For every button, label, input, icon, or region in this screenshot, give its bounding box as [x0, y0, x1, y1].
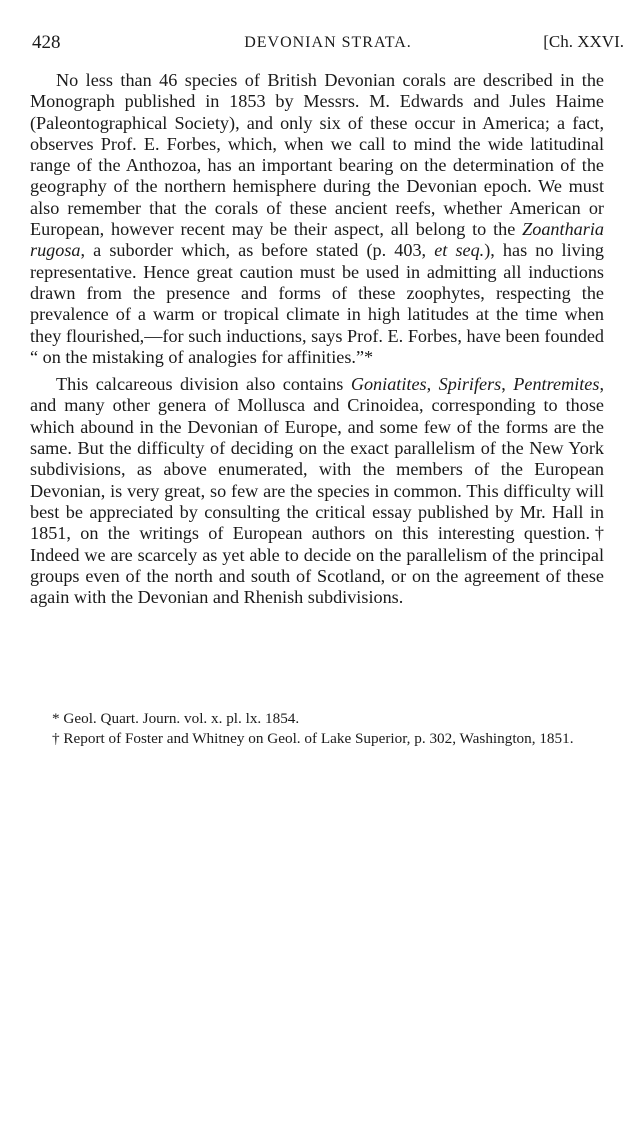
body-text [30, 70, 604, 614]
footnote-1: * Geol. Quart. Journ. vol. x. pl. lx. 1854. [52, 710, 300, 727]
italic-span: Goniatites [350, 374, 427, 395]
italic-span: Spirifers [438, 374, 502, 395]
text-span: , [426, 374, 439, 395]
italic-span: et seq. [434, 240, 485, 261]
chapter-label: [Ch. XXVI. [543, 32, 624, 51]
text-span: No less than 46 species of British Devonian corals are described in the Monograph published in 1853 by Messrs. M. Edwards and Jules Haime (Paleontographical Society), and only six of these occur in America; a fact, observes Prof. E. Forbes, which, when we call to mind the wide latitudinal range of the Anthozoa, has an important bearing on the determination of the geography of the northern hemisphere during the Devonian epoch. We must also remember that the corals of these ancient reefs, whether American or European, however recent may be their aspect, all belong to the [30, 70, 604, 240]
italic-span: Zoantharia rugosa [30, 219, 604, 261]
text-span: This calcareous division also contains [56, 374, 351, 395]
paragraph-2 [30, 374, 604, 608]
paragraph-1 [30, 70, 604, 368]
running-head: DEVONIAN STRATA. [244, 34, 412, 51]
footnotes [30, 710, 604, 750]
italic-span: Pentremites [513, 374, 600, 395]
footnote-2: † Report of Foster and Whitney on Geol. of Lake Superior, p. 302, Washington, 1851. [52, 730, 574, 747]
text-span: , and many other genera of Mollusca and Crinoidea, corresponding to those which abound in the Devonian of Europe, and some few of the forms are the same. But the difficulty of deciding on the exact parallelism of the New York subdivisions, as above enumerated, with the members of the European Devonian, is very great, so few are the species in common. This difficulty will best be appreciated by consulting the critical essay published by Mr. Hall in 1851, on the writings of European authors on this interesting question.† Indeed we are scarcely as yet able to decide on the parallelism of the principal groups even of the north and south of Scotland, or on the agreement of these again with the Devonian and Rhenish subdivisions. [30, 374, 605, 608]
text-span: ), has no living representative. Hence great caution must be used in admitting all inductions drawn from the presence and forms of these zoophytes, respecting the prevalence of a warm or tropical climate in high latitudes at the time when they flourished,—for such inductions, says Prof. E. Forbes, have been founded “ on the mistaking of analogies for affinities.”* [30, 240, 605, 367]
page-number: 428 [32, 32, 61, 53]
page-header [32, 32, 624, 56]
text-span: , a suborder which, as before stated (p. 403, [80, 240, 435, 261]
text-span: , [501, 374, 514, 395]
